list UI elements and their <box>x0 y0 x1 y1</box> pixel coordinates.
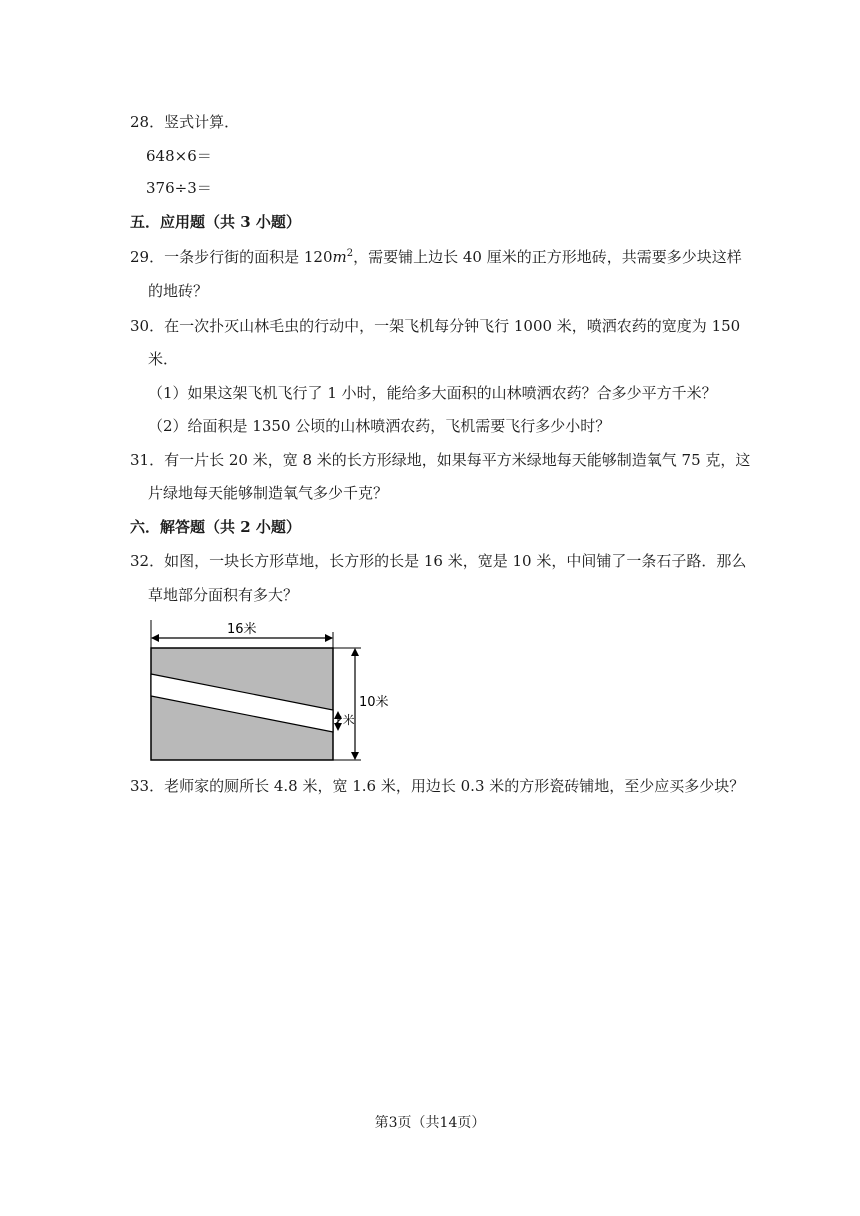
q29-line-1 <box>130 247 742 267</box>
q28-expression-2: 376÷3＝ <box>146 179 212 197</box>
path-width-label: 2米 <box>335 713 355 727</box>
q32-line-1: 32．如图，一块长方形草地，长方形的长是 16 米，宽是 10 米，中间铺了一条石子路．那么 <box>130 552 747 570</box>
q29-text-pre: 29．一条步行街的面积是 120 <box>130 248 333 266</box>
length-label: 16米 <box>227 622 257 637</box>
q30-line-2: 米． <box>148 350 179 368</box>
section-5-heading: 五．应用题（共 3 小题） <box>130 213 301 231</box>
lawn-figure <box>147 618 397 766</box>
q31-line-1: 31．有一片长 20 米，宽 8 米的长方形绿地，如果每平方米绿地每天能够制造氧气 75 克，这 <box>130 451 751 469</box>
section-6-heading: 六．解答题（共 2 小题） <box>130 518 301 536</box>
page-footer: 第3页（共14页） <box>374 1115 486 1131</box>
q29-line-2: 的地砖？ <box>148 282 209 300</box>
q29-text-post: ，需要铺上边长 40 厘米的正方形地砖，共需要多少块这样 <box>353 248 742 266</box>
q30-line-1: 30．在一次扑灭山林毛虫的行动中，一架飞机每分钟飞行 1000 米，喷洒农药的宽度为 150 <box>130 317 741 335</box>
q32-line-2: 草地部分面积有多大？ <box>148 586 299 604</box>
q30-sub-1: （1）如果这架飞机飞行了 1 小时，能给多大面积的山林喷洒农药？合多少平方千米？ <box>148 384 717 402</box>
q29-unit: m <box>332 248 347 266</box>
q28-title: 28．竖式计算． <box>130 113 240 131</box>
q31-line-2: 片绿地每天能够制造氧气多少千克？ <box>148 484 389 502</box>
q30-sub-2: （2）给面积是 1350 公顷的山林喷洒农药，飞机需要飞行多少小时？ <box>148 417 611 435</box>
q33-line-1: 33．老师家的厕所长 4.8 米，宽 1.6 米，用边长 0.3 米的方形瓷砖铺地，至少应买多少块？ <box>130 777 745 795</box>
q29-exponent: 2 <box>346 248 354 259</box>
q28-expression-1: 648×6＝ <box>146 147 212 165</box>
width-label: 10米 <box>359 695 389 710</box>
